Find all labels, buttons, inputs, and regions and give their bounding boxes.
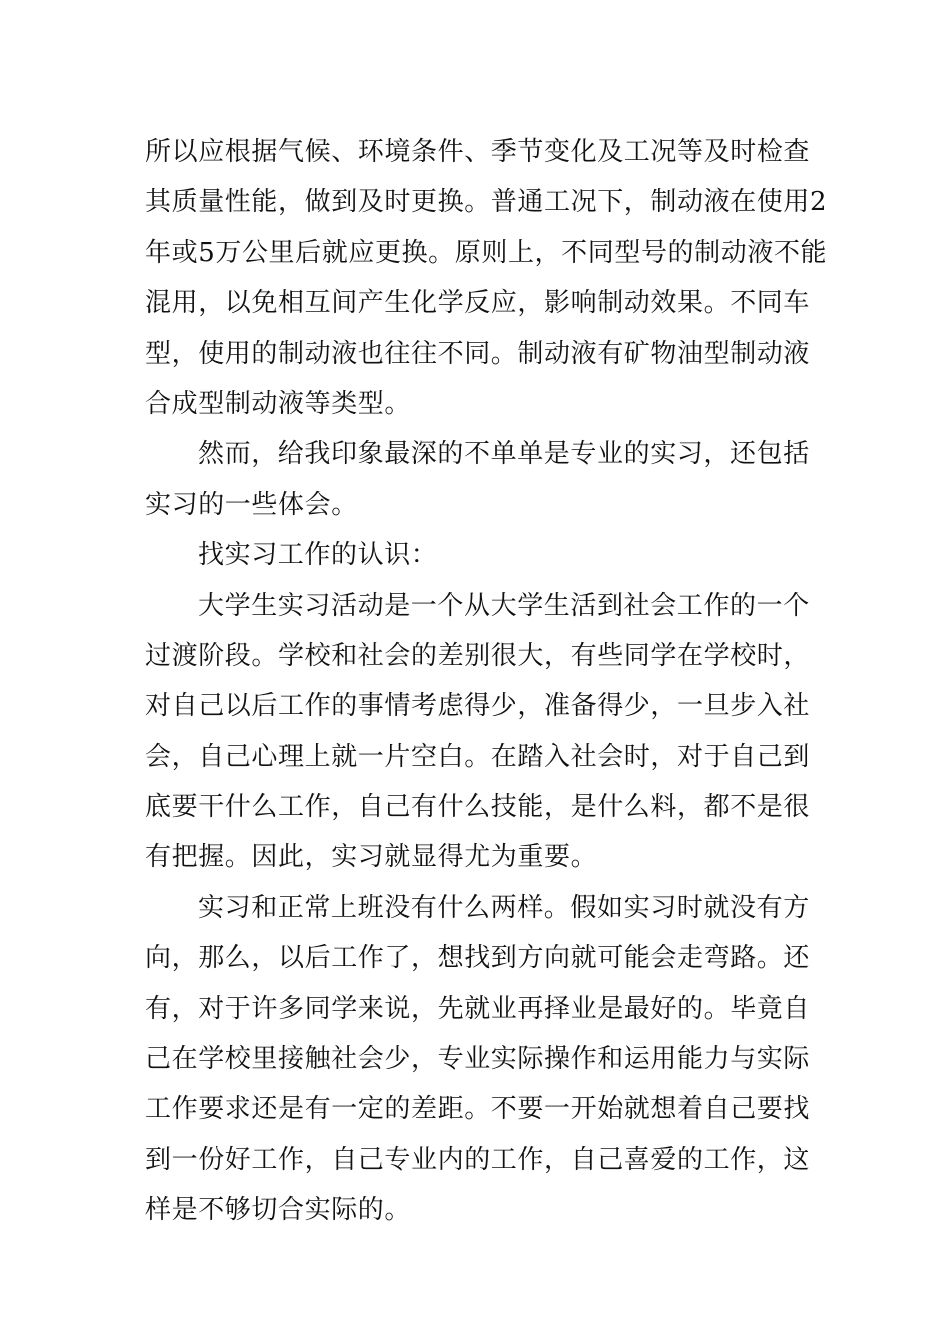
text-line: 向，那么，以后工作了，想找到方向就可能会走弯路。还 [145,943,811,974]
text-line: 样是不够切合实际的。 [145,1195,412,1226]
text-line: 对自己以后工作的事情考虑得少，准备得少，一旦步入社 [145,691,811,722]
text-line: 实习的一些体会。 [145,489,358,520]
text-line: 有，对于许多同学来说，先就业再择业是最好的。毕竟自 [145,993,811,1024]
section-heading: 找实习工作的认识： [198,540,438,571]
text-line: 实习和正常上班没有什么两样。假如实习时就没有方 [198,892,810,923]
text-line: 底要干什么工作，自己有什么技能，是什么料，都不是很 [145,792,811,823]
text-line: 然而，给我印象最深的不单单是专业的实习，还包括 [198,439,810,470]
text-line: 合成型制动液等类型。 [145,388,412,419]
text-line: 混用，以免相互间产生化学反应，影响制动效果。不同车 [145,288,811,319]
text-line: 型，使用的制动液也往往不同。制动液有矿物油型制动液 [145,338,811,369]
body-text [145,127,828,1236]
text-line: 所以应根据气候、环境条件、季节变化及工况等及时检查 [145,137,811,167]
text-line: 到一份好工作，自己专业内的工作，自己喜爱的工作，这 [145,1144,811,1175]
text-line: 己在学校里接触社会少，专业实际操作和运用能力与实际 [145,1044,811,1075]
text-line: 有把握。因此，实习就显得尤为重要。 [145,842,598,873]
text-line: 其质量性能，做到及时更换。普通工况下，制动液在使用2 [145,187,828,218]
text-line: 过渡阶段。学校和社会的差别很大，有些同学在学校时， [145,640,811,671]
text-line: 工作要求还是有一定的差距。不要一开始就想着自己要找 [145,1094,811,1125]
text-line: 大学生实习活动是一个从大学生活到社会工作的一个 [198,590,810,621]
text-line: 年或5万公里后就应更换。原则上，不同型号的制动液不能 [145,237,828,268]
text-line: 会，自己心理上就一片空白。在踏入社会时，对于自己到 [145,741,811,772]
